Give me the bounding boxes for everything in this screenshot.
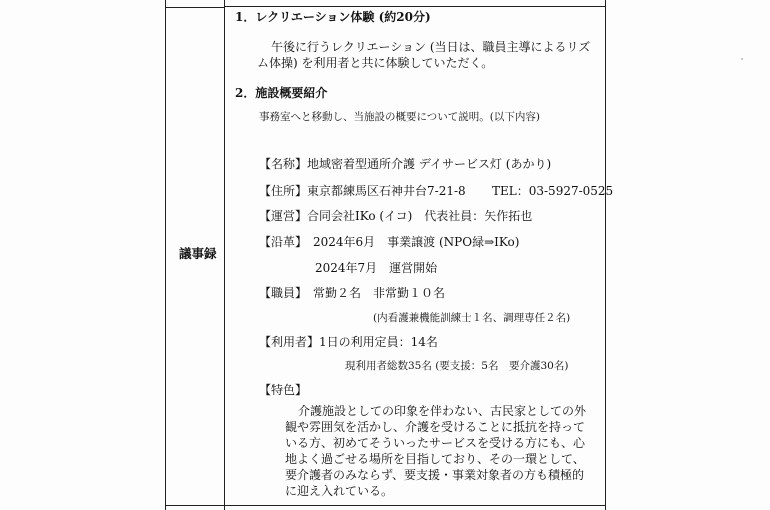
- facility-users-note: 現利用者総数35名 (要支援：5名 要介護30名): [345, 360, 569, 372]
- table-right-border: [605, 0, 606, 510]
- facility-operator: 【運営】合同会社IKo (イコ) 代表社員：矢作拓也: [259, 209, 533, 223]
- facility-address: 【住所】東京都練馬区石神井台7-21-8: [259, 184, 466, 198]
- section1-body-line2: ム体操) を利用者と共に体験していただく。: [257, 56, 494, 70]
- facility-users: 【利用者】1日の利用定員：14名: [259, 335, 438, 349]
- row-top-border-right: [224, 6, 606, 7]
- row-top-border-left: [165, 7, 224, 8]
- section1-heading: 1．レクリエーション体験 (約20分): [235, 10, 431, 24]
- table-column-divider: [224, 0, 225, 510]
- facility-history-line2: 2024年7月 運営開始: [315, 261, 438, 275]
- facility-tel: TEL：03-5927-0525: [492, 184, 614, 198]
- features-line6: に迎え入れている。: [285, 484, 394, 498]
- features-label: 【特色】: [259, 383, 308, 397]
- facility-staff-note: (内看護兼機能訓練士１名、調理専任２名): [373, 312, 571, 324]
- section2-intro: 事務室へと移動し、当施設の概要について説明。(以下内容): [259, 111, 540, 123]
- facility-staff: 【職員】 常勤２名 非常勤１０名: [259, 286, 446, 300]
- features-line1: 介護施設としての印象を伴わない、古民家としての外: [298, 404, 587, 418]
- features-line5: 要介護者のみならず、要支援・事業対象者の方も積極的: [285, 468, 585, 482]
- facility-history-line1: 【沿革】 2024年6月 事業譲渡 (NPO緑⇒IKo): [259, 235, 520, 249]
- section1-body-line1: 午後に行うレクリエーション (当日は、職員主導によるリズ: [271, 40, 591, 54]
- section2-heading: 2．施設概要紹介: [235, 86, 328, 100]
- table-left-border: [165, 0, 166, 510]
- row-bottom-border: [165, 505, 606, 506]
- features-line4: 地よく過ごせる場所を目指しており、その一環として、: [285, 452, 585, 466]
- scan-speck: [741, 58, 743, 60]
- features-line2: 観や雰囲気を活かし、介護を受けることに抵抗を持って: [285, 420, 586, 434]
- features-line3: いる方、初めてそういったサービスを受ける方にも、心: [285, 436, 586, 450]
- facility-name: 【名称】地域密着型通所介護 デイサービス灯 (あかり): [259, 157, 552, 171]
- minutes-label: 議事録: [179, 246, 217, 261]
